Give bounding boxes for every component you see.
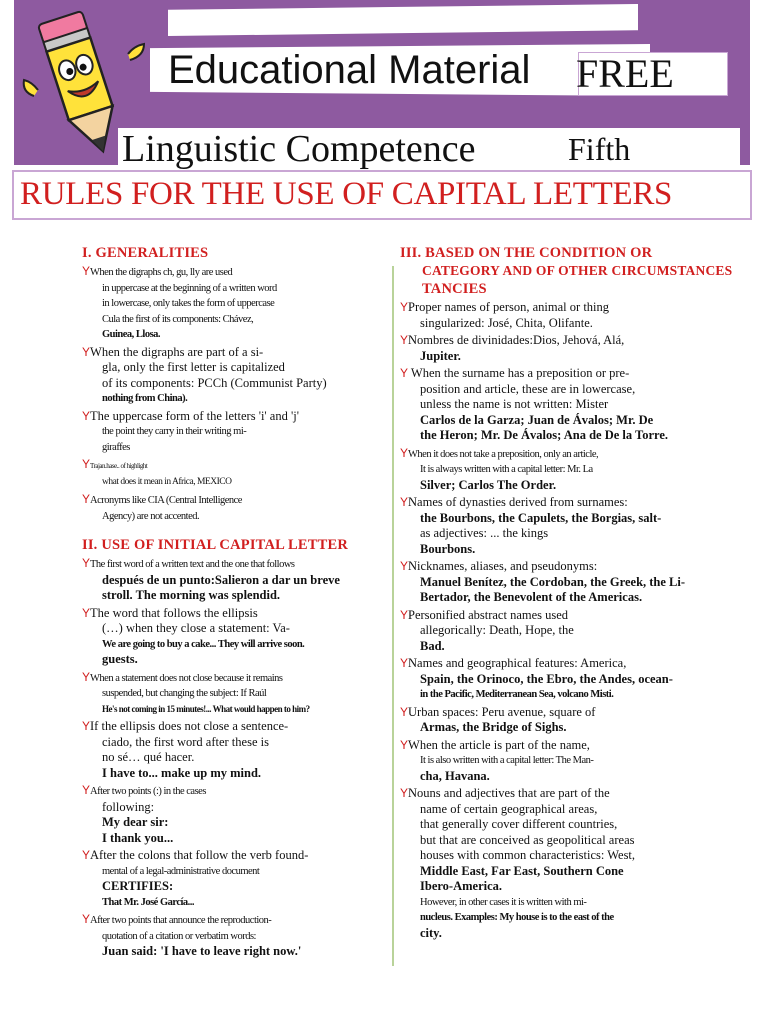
pencil-mascot-icon — [18, 8, 148, 158]
list-item: YProper names of person, animal or thing singularized: José, Chita, Olifante. — [400, 300, 610, 330]
list-item: YNombres de divinidades:Dios, Jehová, Alá, Jupiter. — [400, 333, 625, 363]
section-condition-heading-line3: TANCIES — [422, 281, 487, 297]
rules-title: RULES FOR THE USE OF CAPITAL LETTERS — [20, 176, 673, 212]
list-item: YAfter two points (:) in the cases following: My dear sir: I thank you... — [82, 783, 206, 845]
list-item: YNames and geographical features: America, Spain, the Orinoco, the Ebro, the Andes, ocean- in the Pacific, Mediterranean Sea, volcano Misti. — [400, 656, 673, 700]
section-condition-heading-line1: III. BASED ON THE CONDITION OR — [400, 245, 653, 261]
grade-label: Fifth — [568, 131, 631, 167]
column-divider — [392, 266, 394, 966]
list-item: YNames of dynasties derived from surnames: the Bourbons, the Capulets, the Borgias, salt- as adjectives: ... the kings Bourbons. — [400, 495, 662, 556]
list-item: YAfter the colons that follow the verb found- mental of a legal-administrative document CERTIFIES: That Mr. José García... — [82, 848, 309, 908]
list-item: YWhen it does not take a preposition, only an article, It is always written with a capital letter: Mr. La Silver; Carlos The Order. — [400, 445, 599, 492]
left-column — [82, 244, 388, 960]
list-item: YNicknames, aliases, and pseudonyms: Manuel Benítez, the Cordoban, the Greek, the Li- Bertador, the Benevolent of the Americas. — [400, 559, 686, 604]
list-item: YThe word that follows the ellipsis (…) when they close a statement: Va- We are going to buy a cake... They will arrive soon. guests. — [82, 605, 305, 666]
list-item: YWhen a statement does not close because it remains suspended, but changing the subject: If Raúl He's not coming in 15 minutes!... What would happen to him? — [82, 669, 310, 714]
section-condition-heading-line2: CATEGORY AND OF OTHER CIRCUMSTANCES — [422, 263, 733, 278]
list-item: YAcronyms like CIA (Central Intelligence Agency) are not accented. — [82, 492, 242, 522]
list-item: YUrban spaces: Peru avenue, square of Armas, the Bridge of Sighs. — [400, 704, 596, 734]
list-item: YTrajan.hase.. of highlight what does it mean in Africa, MEXICO — [82, 457, 232, 487]
list-item: YThe uppercase form of the letters 'i' and 'j' the point they carry in their writing mi- giraffes — [82, 408, 299, 453]
list-item: YPersonified abstract names used allegorically: Death, Hope, the Bad. — [400, 607, 574, 653]
list-item: YAfter two points that announce the reproduction- quotation of a citation or verbatim words: Juan said: 'I have to leave right now.' — [82, 912, 302, 958]
list-item: YWhen the digraphs ch, gu, lly are used in uppercase at the beginning of a written word in lowercase, only takes the form of uppercase Cula the first of its components: Chávez, Guinea, Llosa. — [82, 264, 277, 340]
right-column — [400, 244, 750, 941]
page-title: Educational Material — [168, 48, 531, 92]
section-generalities-heading: I. GENERALITIES — [82, 245, 209, 261]
section-initial-capital-heading: II. USE OF INITIAL CAPITAL LETTER — [82, 537, 349, 553]
list-item: YNouns and adjectives that are part of the name of certain geographical areas, that generally cover different countries, but that are conceived as geopolitical areas houses with common characteristics: West, Middle East, Far East, Southern Cone Ibero-America. However, in other cases it is written with mi- nucleus. Examples: My house is to the east of the city. — [400, 786, 636, 940]
list-item: YIf the ellipsis does not close a sentence- ciado, the first word after these is no sé… qué hacer. I have to... make up my mind. — [82, 719, 289, 780]
subject-label: Linguistic Competence — [122, 128, 476, 170]
list-item: YWhen the digraphs are part of a si- gla, only the first letter is capitalized of its components: PCCh (Communist Party) nothing from China). — [82, 344, 327, 404]
free-badge: FREE — [576, 51, 674, 96]
list-item: Y When the surname has a preposition or pre- position and article, these are in lowercase, unless the name is not written: Mister Carlos de la Garza; Juan de Ávalos; Mr. De the Heron; Mr. De Ávalos; Ana de De la Torre. — [400, 366, 669, 442]
list-item: YThe first word of a written text and the one that follows después de un punto:Salieron a dar un breve stroll. The morning was splendid. — [82, 556, 340, 602]
list-item: YWhen the article is part of the name, It is also written with a capital letter: The Man- cha, Havana. — [400, 737, 594, 783]
